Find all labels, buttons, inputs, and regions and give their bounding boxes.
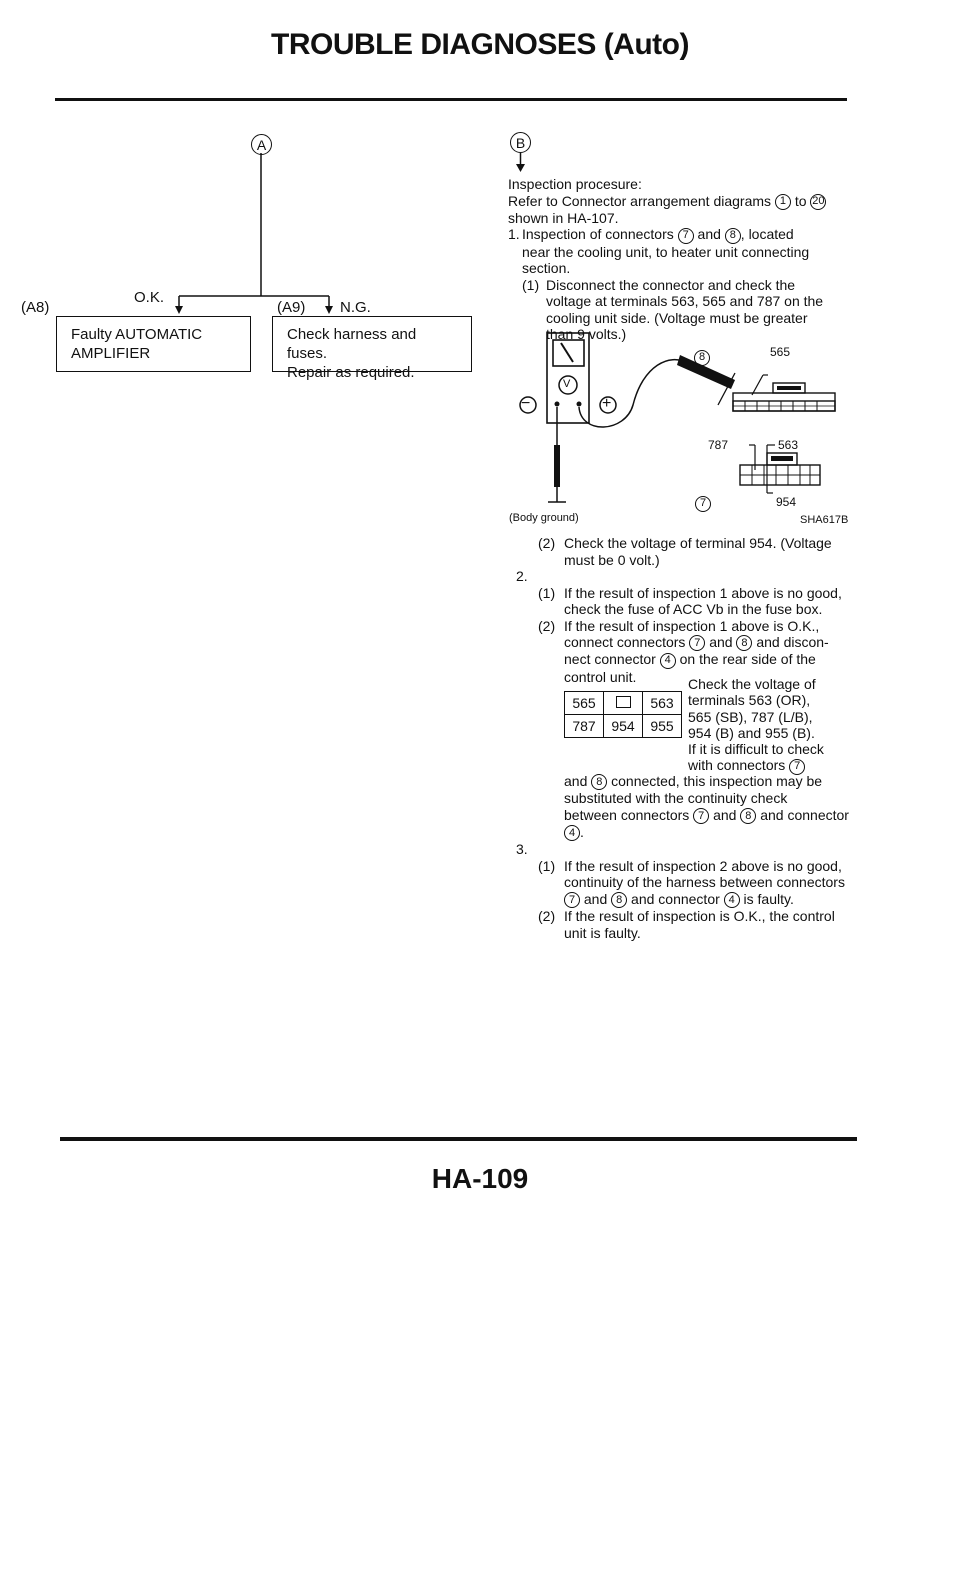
terminal-cell: 955 — [643, 715, 682, 738]
footer-rule — [60, 1137, 857, 1141]
flow-marker-a: A — [251, 134, 272, 155]
connector-ref-icon: 4 — [724, 892, 740, 908]
lock-icon — [616, 696, 631, 708]
connector-ref-icon: 7 — [564, 892, 580, 908]
meter-label: V — [563, 378, 571, 390]
terminal-cell: 787 — [565, 715, 604, 738]
connector-ref-icon: 8 — [591, 774, 607, 790]
ok-label: O.K. — [134, 289, 165, 306]
connector-ref-icon: 8 — [725, 228, 741, 244]
terminal-954-label: 954 — [776, 495, 797, 509]
page-number: HA-109 — [431, 1163, 529, 1194]
connector-ref-icon: 8 — [611, 892, 627, 908]
inspection-text-top: Inspection procesure: Refer to Connector arrangement diagrams 1 to 20 shown in HA-107. 1. Inspection of connectors 7 and 8 , located near the cooling unit, to heater unit connecting section. (1) Disconnect the connector and check the voltage at terminals 563, 565 and 787 on the cooling unit side. (Voltage must be greater than 9 volts.) — [508, 176, 868, 343]
figure-code: SHA617B — [800, 514, 849, 526]
terminal-table — [564, 691, 682, 738]
connector-ref-icon: 20 — [810, 194, 826, 210]
step-1-1: (1) Disconnect the connector and check the voltage at terminals 563, 565 and 787 on the cooling unit side. (Voltage must be greater than 9 volts.) — [522, 276, 824, 343]
faulty-amplifier-box: Faulty AUTOMATIC AMPLIFIER — [56, 316, 251, 372]
a8-code: (A8) — [21, 299, 50, 316]
continuity-note: and 8 connected, this inspection may be substituted with the continuity check between connectors 7 and 8 and connector 4 . — [564, 773, 849, 841]
connector-ref-icon: 7 — [689, 635, 705, 651]
terminal-563-label: 563 — [778, 438, 799, 452]
flow-b-arrow — [510, 153, 532, 175]
connector-ref-icon: 4 — [564, 825, 580, 841]
minus-label: − — [521, 395, 531, 412]
flow-marker-b: B — [510, 132, 531, 153]
connector-ref-icon: 8 — [740, 808, 756, 824]
connector-ref-icon: 7 — [789, 759, 805, 775]
connector-ref-icon: 7 — [678, 228, 694, 244]
step-3-1: (1) If the result of inspection 2 above is no good, continuity of the harness between connectors 7 and 8 and connector 4 is faulty. — [538, 857, 845, 907]
refer-line: Refer to Connector arrangement diagrams 1 to 20 — [508, 192, 825, 209]
ng-label: N.G. — [340, 299, 371, 316]
a9-code: (A9) — [277, 299, 306, 316]
terminal-cell: 565 — [565, 692, 604, 715]
terminal-787-label: 787 — [708, 438, 729, 452]
connector-7-label: 7 — [695, 495, 711, 513]
voltage-check-figure — [505, 325, 865, 530]
plus-label: + — [602, 395, 612, 412]
connector-ref-icon: 4 — [660, 653, 676, 669]
terminal-565-label: 565 — [770, 345, 791, 359]
step-1: 1. Inspection of connectors 7 and 8 , located near the cooling unit, to heater unit connecting section. (1) Disconnect the connector and check the voltage at terminals 563, 565 and 787 on the cooling unit side. (Voltage must be greater than 9 volts.) — [508, 226, 868, 342]
inspection-text-middle — [508, 535, 868, 685]
connector-ref-icon: 7 — [693, 808, 709, 824]
terminal-cell: 954 — [604, 715, 643, 738]
inspection-text-bottom — [508, 773, 868, 941]
terminal-side-text: Check the voltage of terminals 563 (OR), 565 (SB), 787 (L/B), 954 (B) and 955 (B). If it is difficult to check with connectors 7 — [688, 676, 824, 774]
step-3-num: 3. — [516, 841, 528, 858]
step-1-2: (2) Check the voltage of terminal 954. (Voltage must be 0 volt.) — [538, 535, 832, 568]
connector-8-label: 8 — [694, 349, 710, 367]
body-ground-label: (Body ground) — [509, 512, 579, 524]
connector-lock-cell — [604, 692, 643, 715]
page-title: TROUBLE DIAGNOSES (Auto) — [271, 28, 689, 61]
step-3-2: (2) If the result of inspection is O.K., the control unit is faulty. — [538, 908, 835, 941]
connector-ref-icon: 1 — [775, 194, 791, 210]
step-2-1: (1) If the result of inspection 1 above is no good, check the fuse of ACC Vb in the fuse box. — [538, 584, 842, 617]
step-2-num: 2. — [516, 568, 528, 584]
step-2-2: (2) If the result of inspection 1 above is O.K., connect connectors 7 and 8 and discon- nect connector 4 on the rear side of the control unit. — [538, 617, 829, 685]
check-harness-box: Check harness and fuses. Repair as required. — [272, 316, 472, 372]
connector-ref-icon: 8 — [736, 635, 752, 651]
terminal-cell: 563 — [643, 692, 682, 715]
inspection-heading: Inspection procesure: — [508, 176, 642, 192]
